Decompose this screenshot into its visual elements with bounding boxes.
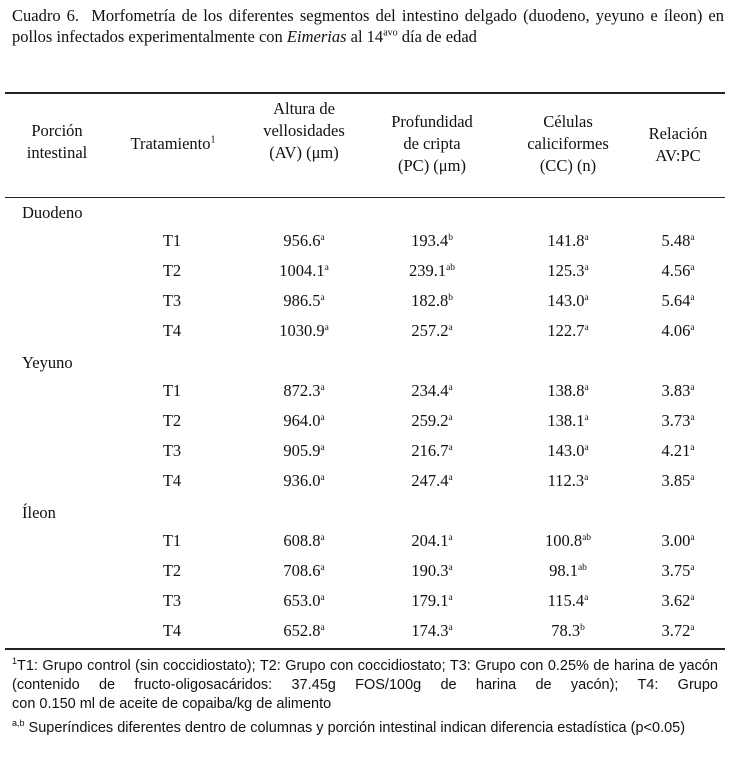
cell-rel: 3.00$^a$	[661, 531, 695, 550]
caption-label: Cuadro 6.	[12, 6, 80, 25]
cell-rel: 3.72$^a$	[661, 621, 695, 640]
cell-av: 956.6$^a$	[283, 231, 325, 250]
section-label-yeyuno: Yeyuno	[22, 353, 73, 372]
cell-av: 964.0$^a$	[283, 411, 325, 430]
cell-pc: 216.7$^a$	[411, 441, 453, 460]
cell-t: T2	[162, 411, 182, 430]
cell-t: T2	[162, 261, 182, 280]
cell-cc: 138.8$^a$	[547, 381, 589, 400]
cell-t: T3	[162, 441, 182, 460]
cell-av: 708.6$^a$	[283, 561, 325, 580]
cell-pc: 204.1$^a$	[411, 531, 453, 550]
cell-cc: 143.0$^a$	[547, 441, 589, 460]
cell-t: T1	[162, 231, 182, 250]
cell-t: T4	[162, 321, 182, 340]
table-row	[0, 441, 730, 465]
header-cc: Células caliciformes (CC) (n)	[527, 112, 609, 175]
table-row	[0, 321, 730, 345]
cell-rel: 5.48$^a$	[661, 231, 695, 250]
cell-rel: 4.56$^a$	[661, 261, 695, 280]
cell-av: 653.0$^a$	[283, 591, 325, 610]
footnote-marker: a,b	[12, 718, 25, 728]
cell-av: 905.9$^a$	[283, 441, 325, 460]
cell-av: 872.3$^a$	[283, 381, 325, 400]
section-label-ileon: Íleon	[22, 503, 56, 522]
footnote-marker: 1	[12, 656, 18, 666]
caption-text-end: día de edad	[401, 27, 477, 46]
table-row	[0, 291, 730, 315]
cell-rel: 3.62$^a$	[661, 591, 695, 610]
cell-t: T3	[162, 291, 182, 310]
caption-text-after: al 14	[350, 27, 384, 46]
cell-rel: 4.21$^a$	[661, 441, 695, 460]
cell-rel: 3.83$^a$	[661, 381, 695, 400]
cell-av: 936.0$^a$	[283, 471, 325, 490]
cell-rel: 3.75$^a$	[661, 561, 695, 580]
table-row	[0, 381, 730, 405]
cell-av: 652.8$^a$	[283, 621, 325, 640]
cell-pc: 193.4$^b$	[411, 231, 453, 250]
header-av: Altura de vellosidades (AV) (μm)	[263, 99, 345, 162]
table-top-rule	[5, 92, 725, 94]
table-bottom-rule	[5, 648, 725, 650]
cell-av: 986.5$^a$	[283, 291, 325, 310]
table-row	[0, 471, 730, 495]
cell-pc: 174.3$^a$	[411, 621, 453, 640]
cell-av: 1030.9$^a$	[279, 321, 329, 340]
cell-cc: 125.3$^a$	[547, 261, 589, 280]
cell-cc: 115.4$^a$	[547, 591, 589, 610]
cell-rel: 3.85$^a$	[661, 471, 695, 490]
caption-superscript: avo	[383, 27, 398, 39]
cell-rel: 5.64$^a$	[661, 291, 695, 310]
cell-pc: 239.1$^{ab}$	[408, 261, 456, 280]
cell-pc: 257.2$^a$	[411, 321, 453, 340]
table-row	[0, 531, 730, 555]
footnote-treatments: $^1$T1: Grupo control (sin coccidiostato); T2: Grupo con coccidiostato; T3: Grupo con 0.25% de harina de yacón (contenido de fructo-oligosacáridos: 37.45g FOS/100g de harina de yacón); T4: Grupo con 0.150 ml de aceite de copaiba/kg de alimento	[12, 656, 718, 712]
cell-cc: 138.1$^a$	[547, 411, 589, 430]
table-row	[0, 591, 730, 615]
cell-cc: 112.3$^a$	[547, 471, 589, 490]
header-relacion: Relación AV:PC	[648, 124, 708, 165]
cell-av: 1004.1$^a$	[279, 261, 329, 280]
cell-pc: 234.4$^a$	[411, 381, 453, 400]
table-row	[0, 411, 730, 435]
table-header-rule	[5, 197, 725, 198]
caption-italic-term: Eimerias	[286, 27, 347, 46]
cell-cc: 122.7$^a$	[547, 321, 589, 340]
cell-pc: 182.8$^b$	[411, 291, 453, 310]
header-porcion: Porción intestinal	[26, 121, 88, 162]
cell-cc: 78.3$^b$	[551, 621, 585, 640]
table-row	[0, 261, 730, 285]
cell-pc: 247.4$^a$	[411, 471, 453, 490]
table-row	[0, 561, 730, 585]
header-tratamiento: Tratamiento$^1$	[130, 134, 216, 153]
cell-pc: 179.1$^a$	[411, 591, 453, 610]
footnote-significance: $^{a,b}$ Superíndices diferentes dentro de columnas y porción intestinal indican diferencia estadística (p<0.05)	[12, 718, 686, 736]
cell-t: T3	[162, 591, 182, 610]
table-row	[0, 621, 730, 645]
cell-t: T1	[162, 531, 182, 550]
cell-av: 608.8$^a$	[283, 531, 325, 550]
cell-pc: 190.3$^a$	[411, 561, 453, 580]
section-label-duodeno: Duodeno	[22, 203, 83, 222]
table-row	[0, 231, 730, 255]
table-caption	[12, 5, 724, 47]
header-pc: Profundidad de cripta (PC) (μm)	[391, 112, 473, 175]
cell-cc: 100.8$^{ab}$	[544, 531, 592, 550]
cell-rel: 4.06$^a$	[661, 321, 695, 340]
cell-t: T4	[162, 471, 182, 490]
cell-t: T4	[162, 621, 182, 640]
cell-cc: 98.1$^{ab}$	[549, 561, 587, 580]
cell-pc: 259.2$^a$	[411, 411, 453, 430]
cell-t: T2	[162, 561, 182, 580]
caption-text: Morfometría de los diferentes segmentos del intestino delgado (duodeno, yeyuno e íleon) en pollos infectados experimentalmente con	[12, 6, 725, 46]
cell-cc: 141.8$^a$	[547, 231, 589, 250]
cell-cc: 143.0$^a$	[547, 291, 589, 310]
cell-t: T1	[162, 381, 182, 400]
cell-rel: 3.73$^a$	[661, 411, 695, 430]
